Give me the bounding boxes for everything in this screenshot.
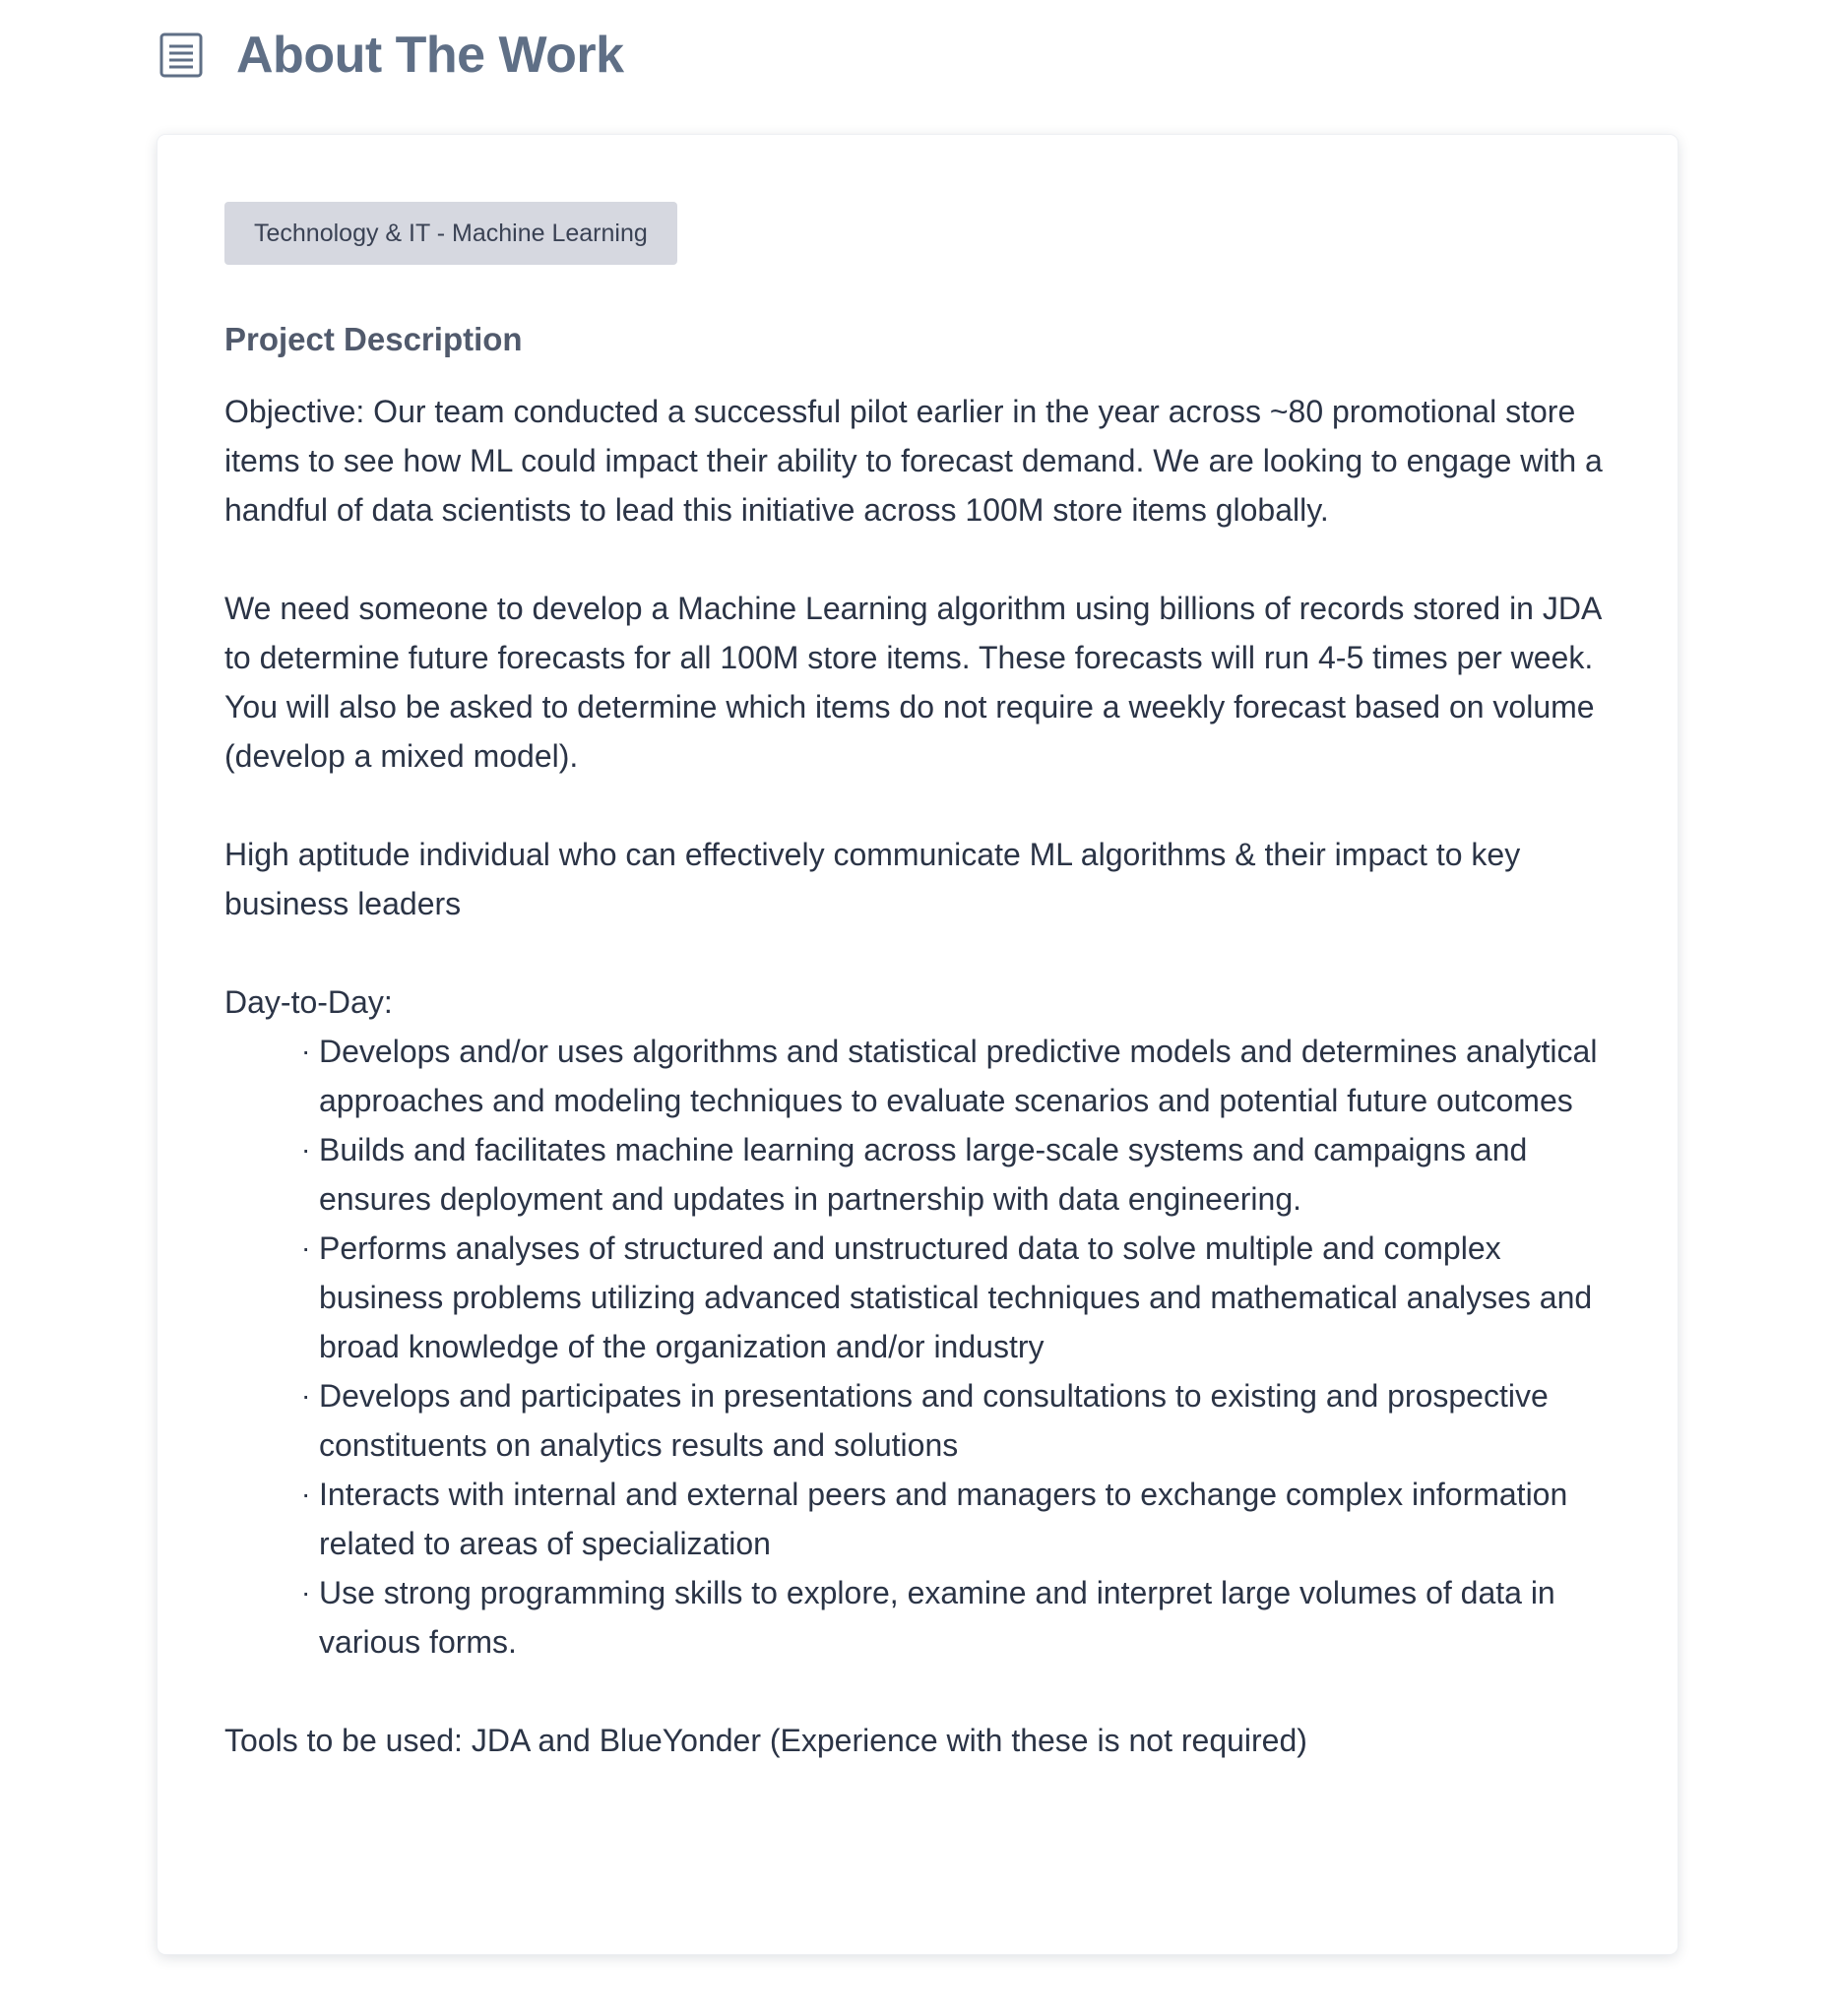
bullet-marker: · — [301, 1380, 311, 1411]
about-the-work-card — [158, 135, 1678, 1954]
list-item — [301, 1568, 1613, 1667]
day-to-day-list — [224, 1027, 1613, 1667]
description-paragraph: Objective: Our team conducted a successful pilot earlier in the year across ~80 promotional store items to see how ML could impact their ability to forecast demand. We are looking to engage with a handful of data scientists to lead this initiative across 100M store items globally. — [224, 394, 1603, 528]
document-icon — [158, 32, 205, 79]
list-item-text: Use strong programming skills to explore, examine and interpret large volumes of data in various forms. — [319, 1575, 1555, 1660]
description-paragraph: High aptitude individual who can effectively communicate ML algorithms & their impact to key business leaders — [224, 837, 1521, 921]
tools-line: Tools to be used: JDA and BlueYonder (Experience with these is not required) — [224, 1723, 1307, 1758]
list-item — [301, 1224, 1613, 1371]
description-paragraph: We need someone to develop a Machine Learning algorithm using billions of records stored in JDA to determine future forecasts for all 100M store items. These forecasts will run 4-5 times per week. You will also be asked to determine which items do not require a weekly forecast based on volume (develop a mixed model). — [224, 591, 1601, 774]
bullet-marker: · — [301, 1232, 311, 1263]
category-tag: Technology & IT - Machine Learning — [224, 202, 677, 265]
bullet-marker: · — [301, 1134, 311, 1165]
list-item — [301, 1027, 1613, 1125]
list-item-text: Develops and/or uses algorithms and statistical predictive models and determines analytical approaches and modeling techniques to evaluate scenarios and potential future outcomes — [319, 1034, 1598, 1118]
bullet-marker: · — [301, 1479, 311, 1509]
list-item — [301, 1470, 1613, 1568]
section-title: About The Work — [236, 27, 624, 84]
list-item-text: Performs analyses of structured and unstructured data to solve multiple and complex business problems utilizing advanced statistical techniques and mathematical analyses and broad knowledge of the organization and/or industry — [319, 1230, 1593, 1364]
bullet-marker: · — [301, 1577, 311, 1607]
list-item-text: Develops and participates in presentations and consultations to existing and prospective constituents on analytics results and solutions — [319, 1378, 1549, 1463]
project-description-heading: Project Description — [224, 321, 523, 357]
list-item — [301, 1125, 1613, 1224]
day-to-day-heading: Day-to-Day: — [224, 984, 393, 1020]
list-item-text: Interacts with internal and external peers and managers to exchange complex information related to areas of specialization — [319, 1477, 1568, 1561]
list-item — [301, 1371, 1613, 1470]
list-item-text: Builds and facilitates machine learning across large-scale systems and campaigns and ensures deployment and updates in partnership with data engineering. — [319, 1132, 1528, 1217]
project-description-body — [224, 387, 1613, 1765]
bullet-marker: · — [301, 1036, 311, 1066]
section-header — [158, 24, 624, 87]
